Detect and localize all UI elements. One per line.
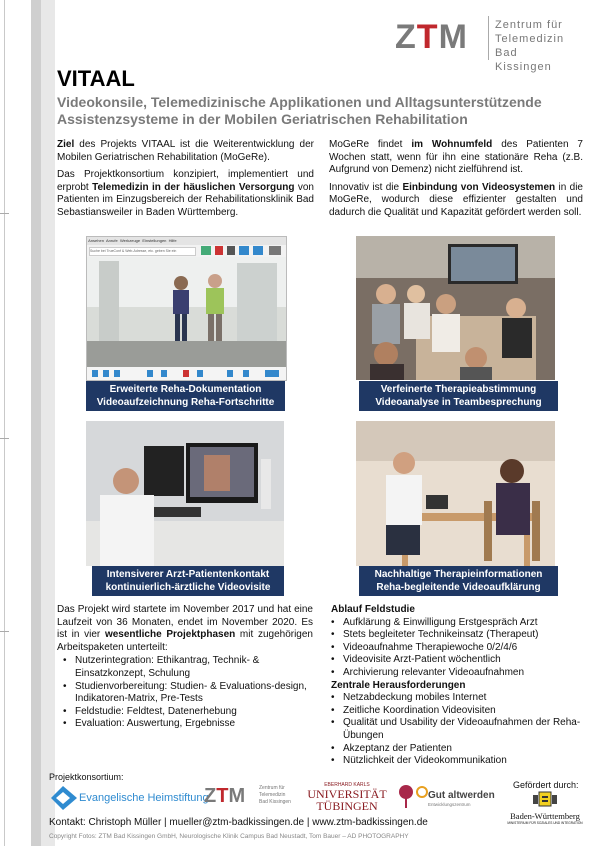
photo-reha-documentation — [86, 236, 287, 381]
ehs-mark-icon — [49, 784, 79, 812]
page-title: VITAAL — [57, 66, 135, 91]
left-decor-strip — [31, 0, 41, 846]
ztm-logo — [395, 16, 565, 73]
caption-reha-documentation: Erweiterte Reha-Dokumentation Videoaufzeichnung Reha-Fortschritte — [86, 381, 285, 411]
intro-left-column: Ziel des Projekts VITAAL ist die Weiterentwicklung der Mobilen Geriatrischen Rehabilitation (MoGeRe). Das Projektkonsortium konzipiert, implementiert und erprobt Telemedizin in der häuslichen Versorgung von Patienten im Einzugsbereich der Rehabilitationsklinik Bad Sebastiansweiler in Baden Württemberg. — [57, 139, 314, 218]
logo-divider — [488, 16, 489, 60]
feldstudie-title: Ablauf Feldstudie — [331, 604, 415, 615]
phase-item: • Evaluation: Auswertung, Ergebnisse — [75, 718, 313, 731]
ztm-logo-mark: ZTM — [395, 18, 468, 56]
challenge-item: • Zeitliche Koordination Videovisiten — [343, 705, 585, 718]
intro-right-column: MoGeRe findet im Wohnumfeld des Patienten 7 Wochen statt, wenn für ihn eine stationäre Reha (z.B. Aufgrund von Demenz) nicht zielführend ist. Innovativ ist die Einbindung von Videosystemen in die MoGeRe, wodurch diese effizienter gestalten und dadurch die Qualität und Kapazität gefördert werden soll. — [329, 139, 583, 218]
gut-altwerden-tree-icon — [396, 784, 416, 810]
ztm-logo-text: Zentrum für Telemedizin Bad Kissingen — [495, 19, 565, 73]
consortium-label: Projektkonsortium: — [49, 772, 124, 782]
photo-patient-information — [356, 421, 555, 566]
feldstudie-item: • Videovisite Arzt-Patient wöchentlich — [343, 654, 585, 667]
bw-coat-of-arms-icon — [530, 791, 560, 807]
feldstudie-item: • Archivierung relevanter Videoaufnahmen — [343, 667, 585, 680]
contact-line: Kontakt: Christoph Müller | mueller@ztm-badkissingen.de | www.ztm-badkissingen.de — [49, 817, 428, 828]
logo-ztm-small: ZTM Zentrum für Telemedizin Bad Kissingen — [204, 785, 291, 807]
margin-tick — [0, 213, 9, 214]
challenges-title: Zentrale Herausforderungen — [331, 679, 466, 691]
page-subtitle: Videokonsile, Telemedizinische Applikationen und Alltagsunterstützende Assistenzsysteme in der Mobilen Geriatrischen Rehabilitation — [57, 94, 542, 127]
phase-item: • Studienvorbereitung: Studien- & Evaluations-design, Indikatoren-Matrix, Pre-Tests — [75, 681, 313, 706]
copyright-line: Copyright Fotos: ZTM Bad Kissingen GmbH, Neurologische Klinik Campus Bad Neustadt, Tom Bauer – AD PHOTOGRAPHY — [49, 833, 409, 840]
logo-evangelische-heimstiftung: Evangelische Heimstiftung — [49, 784, 199, 812]
challenge-item: • Netzabdeckung mobiles Internet — [343, 692, 585, 705]
phase-item: • Nutzerintegration: Ethikantrag, Technik- & Einsatzkonzept, Schulung — [75, 655, 313, 680]
margin-tick — [0, 631, 9, 632]
menu-icon — [269, 246, 281, 255]
feldstudie-item: • Aufklärung & Einwilligung Erstgespräch Arzt — [343, 617, 585, 630]
feldstudie-item: • Stets begleiteter Technikeinsatz (Therapeut) — [343, 629, 585, 642]
video-icon — [239, 246, 249, 255]
app-menu-bar: Ansehen Anrufe Werkzeuge Einstellungen Hilfe — [87, 237, 286, 245]
field-study-column — [331, 604, 585, 768]
grid-icon — [227, 246, 235, 255]
logo-uni-tuebingen: EBERHARD KARLS UNIVERSITÄT TÜBINGEN — [307, 782, 387, 813]
gut-altwerden-sun-icon — [416, 786, 428, 798]
video-controls-bar — [87, 367, 286, 380]
margin-tick — [0, 438, 9, 439]
scene-two-people — [87, 257, 286, 367]
phone-icon — [201, 246, 211, 255]
project-phases-column: Das Projekt wird startete im November 2017 und hat eine Laufzeit von 36 Monaten, endet im November 2020. Es ist in vier wesentliche Projektphasen mit zugehörigen Arbeitspaketen unterteilt: • Nutzerintegration: Ethikantrag, Technik- & Einsatzkonzept, Schulung • Studienvorbereitung: Studien- & Evaluations-design, Indikatoren-Matrix, Pre-Tests • Feldstudie: Feldtest, Datenerhebung • Evaluation: Auswertung, Ergebnisse — [57, 604, 313, 731]
hangup-icon — [215, 246, 223, 255]
logo-baden-wuerttemberg: Baden-Württemberg MINISTERIUM FÜR SOZIALES UND INTEGRATION — [499, 791, 591, 825]
page-border — [4, 0, 5, 846]
chat-icon — [253, 246, 263, 255]
challenge-item: • Qualität und Usability der Videoaufnahmen der Reha-Übungen — [343, 717, 585, 742]
funded-by-label: Gefördert durch: — [513, 780, 579, 790]
left-decor-strip-light — [41, 0, 55, 846]
logo-gut-altwerden: Gut altwerden Entwicklungszentrum — [396, 784, 496, 812]
photo-doctor-videovisit — [86, 421, 284, 566]
challenge-item: • Nützlichkeit der Videokommunikation — [343, 755, 585, 768]
phase-item: • Feldstudie: Feldtest, Datenerhebung — [75, 706, 313, 719]
challenge-item: • Akzeptanz der Patienten — [343, 743, 585, 756]
caption-patient-information: Nachhaltige Therapieinformationen Reha-begleitende Videoaufklärung — [359, 566, 558, 596]
caption-doctor-videovisit: Intensiverer Arzt-Patientenkontakt kontinuierlich-ärztliche Videovisite — [92, 566, 284, 596]
caption-team-meeting: Verfeinerte Therapieabstimmung Videoanalyse in Teambesprechung — [359, 381, 558, 411]
feldstudie-item: • Videoaufnahme Therapiewoche 0/2/4/6 — [343, 642, 585, 655]
photo-team-meeting — [356, 236, 555, 380]
app-search-field: Suche bei TrueConf & Web-Adresse, etc. geben Sie ein — [89, 247, 196, 256]
app-toolbar-icons — [201, 246, 281, 255]
